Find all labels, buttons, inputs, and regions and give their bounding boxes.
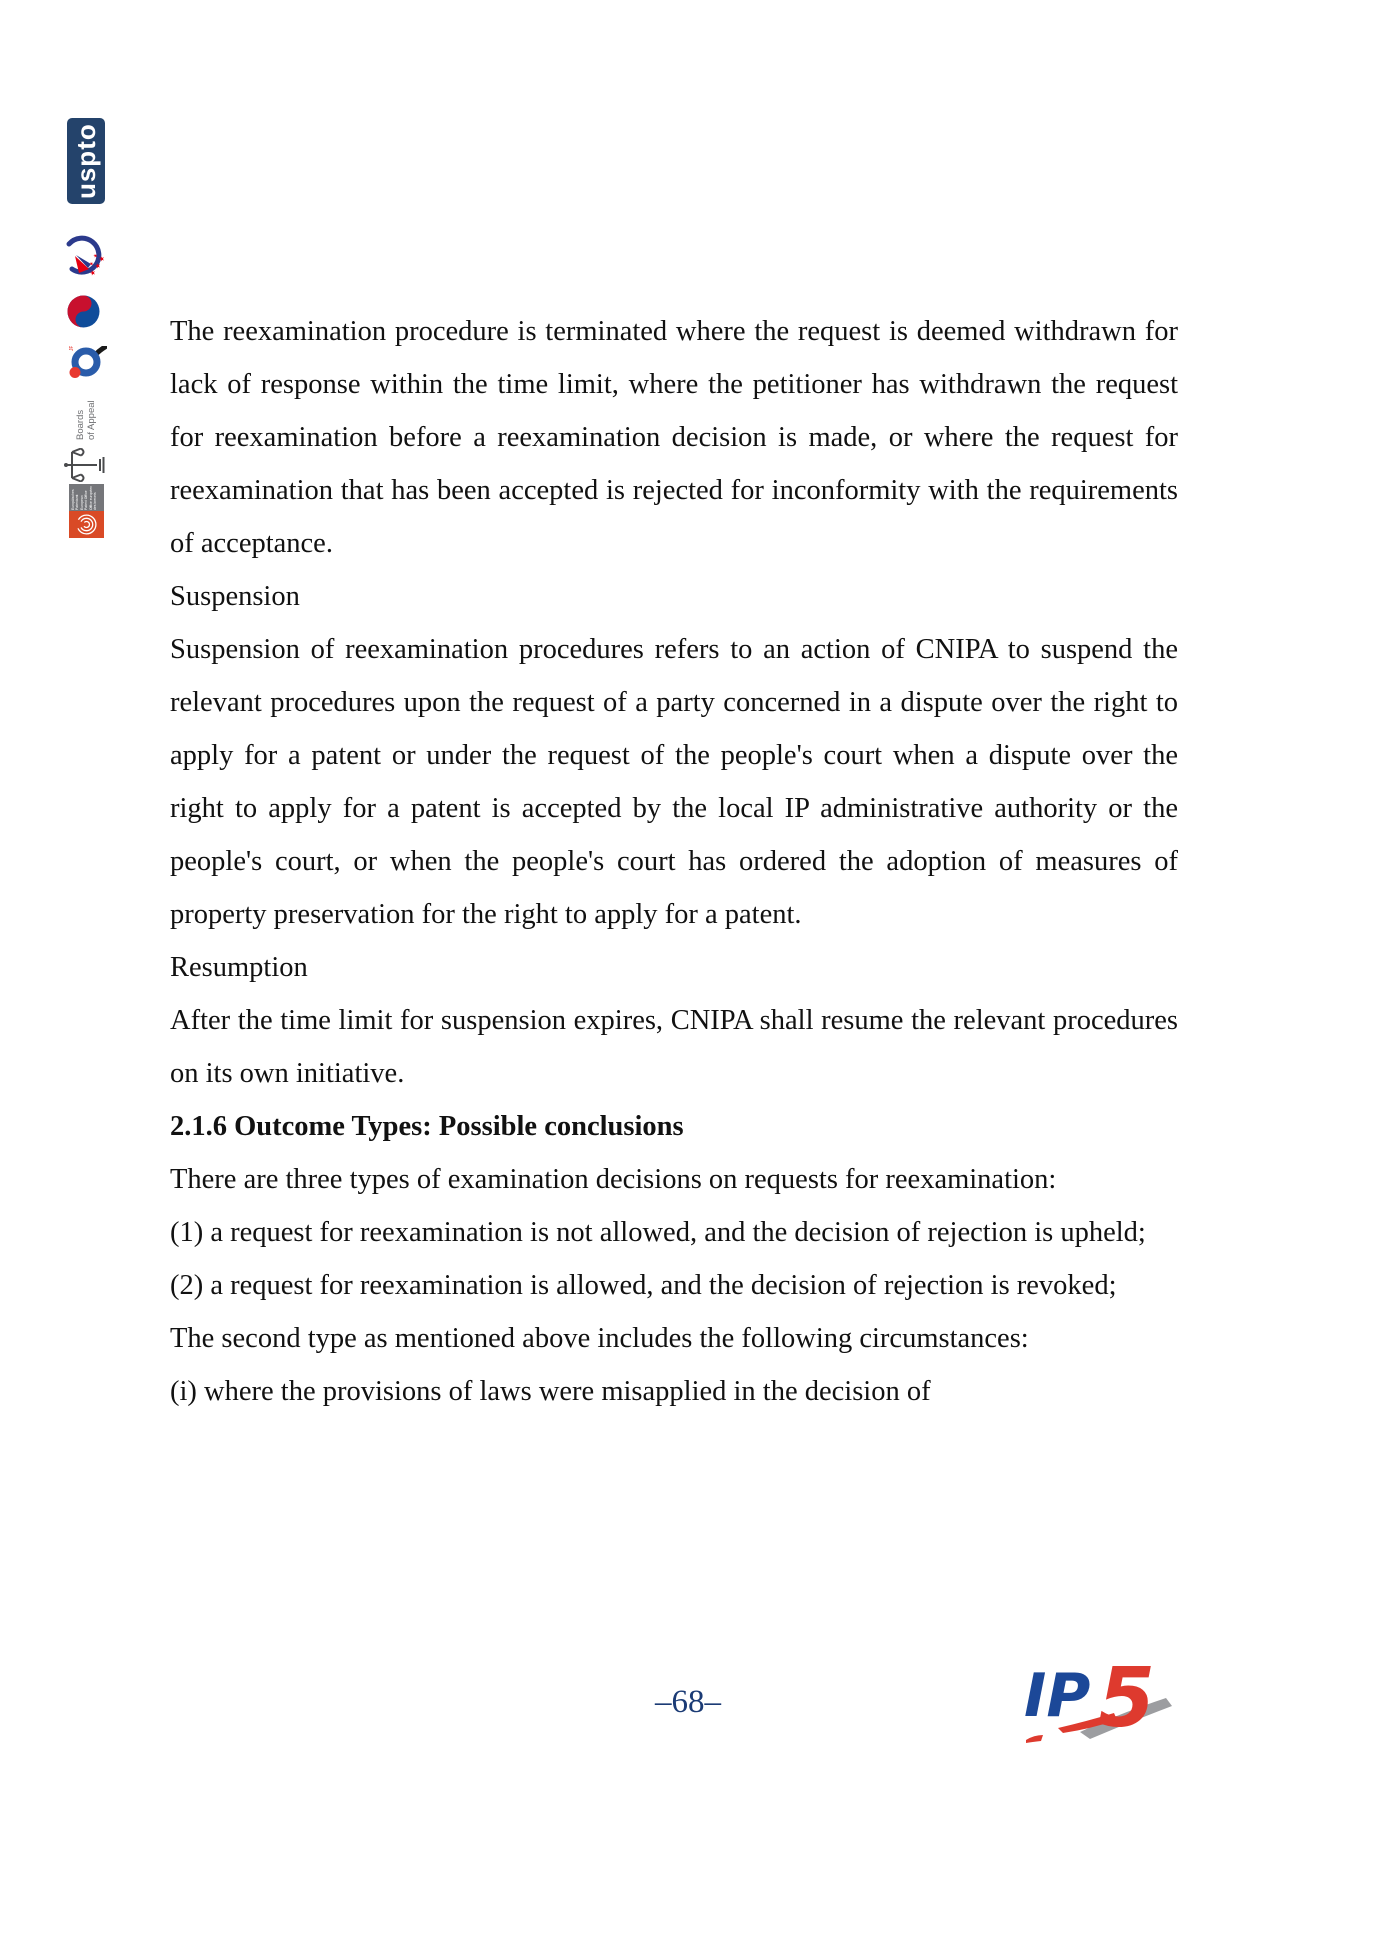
epo-name-line: Europäisches — [70, 489, 75, 510]
epo-name-line: Patentamt — [75, 494, 80, 510]
epo-emblem-icon — [69, 511, 104, 538]
cnipa-stars — [89, 253, 106, 276]
paragraph: After the time limit for suspension expires, CNIPA shall resume the relevant procedures on its own initiative. — [170, 1005, 1178, 1089]
cnipa-logo — [62, 234, 111, 278]
epo-name-line: Office européen — [88, 485, 93, 510]
kipo-logo — [65, 293, 107, 330]
svg-text:★: ★ — [88, 270, 97, 277]
paragraph: (i) where the provisions of laws were misapplied in the decision of — [170, 1376, 931, 1407]
svg-text:★: ★ — [97, 256, 106, 263]
jpo-logo-label: JPO — [68, 346, 75, 352]
ip5-logo — [1018, 1642, 1178, 1754]
paragraph: (2) a request for reexamination is allowed, and the decision of rejection is revoked; — [170, 1270, 1117, 1301]
svg-text:★: ★ — [93, 263, 102, 270]
ip-offices-logo-strip — [62, 118, 110, 538]
svg-text:★: ★ — [88, 261, 95, 267]
jpo-logo — [61, 346, 112, 378]
paragraph: The second type as mentioned above includes the following circumstances: — [170, 1323, 1029, 1354]
epo-office-names — [69, 484, 104, 511]
uspto-logo — [67, 118, 105, 204]
ip5-logo-five: 5 — [1098, 1651, 1156, 1746]
ip5-logo-ip: IP — [1024, 1661, 1091, 1731]
epo-logo — [69, 484, 104, 538]
section-heading: 2.1.6 Outcome Types: Possible conclusions — [170, 1111, 684, 1142]
epo-name-line: des brevets — [93, 492, 98, 510]
svg-text:★: ★ — [92, 253, 99, 259]
paragraph: Resumption — [170, 952, 308, 983]
epo-name-line: European — [79, 495, 84, 510]
uspto-logo-label: uspto — [71, 123, 101, 200]
boards-of-appeal-line1: Boards — [75, 409, 86, 440]
paragraph: Suspension — [170, 581, 300, 612]
paragraph: Suspension of reexamination procedures refers to an action of CNIPA to suspend the relevant procedures upon the request of a party concerned in a dispute over the right to apply for a patent or under the request of the people's court when a dispute over the right to apply for a patent is accepted by the local IP administrative authority or the people's court, or when the people's court has ordered the adoption of measures of property preservation for the right to apply for a patent. — [170, 634, 1178, 930]
document-body — [170, 305, 1178, 1418]
scales-of-justice-icon — [63, 448, 110, 482]
paragraph: (1) a request for reexamination is not allowed, and the decision of rejection is upheld; — [170, 1217, 1146, 1248]
boards-of-appeal-line2: of Appeal — [86, 400, 97, 440]
epo-name-line: Patent Office — [84, 490, 89, 510]
paragraph: The reexamination procedure is terminated where the request is deemed withdrawn for lack of response within the time limit, where the petitioner has withdrawn the request for reexamination before a reexamination decision is made, or where the request for reexamination that has been accepted is rejected for inconformity with the requirements of acceptance. — [170, 316, 1178, 559]
page-number: –68– — [655, 1684, 721, 1720]
paragraph: There are three types of examination decisions on requests for reexamination: — [170, 1164, 1057, 1195]
boards-of-appeal-label — [75, 392, 97, 440]
